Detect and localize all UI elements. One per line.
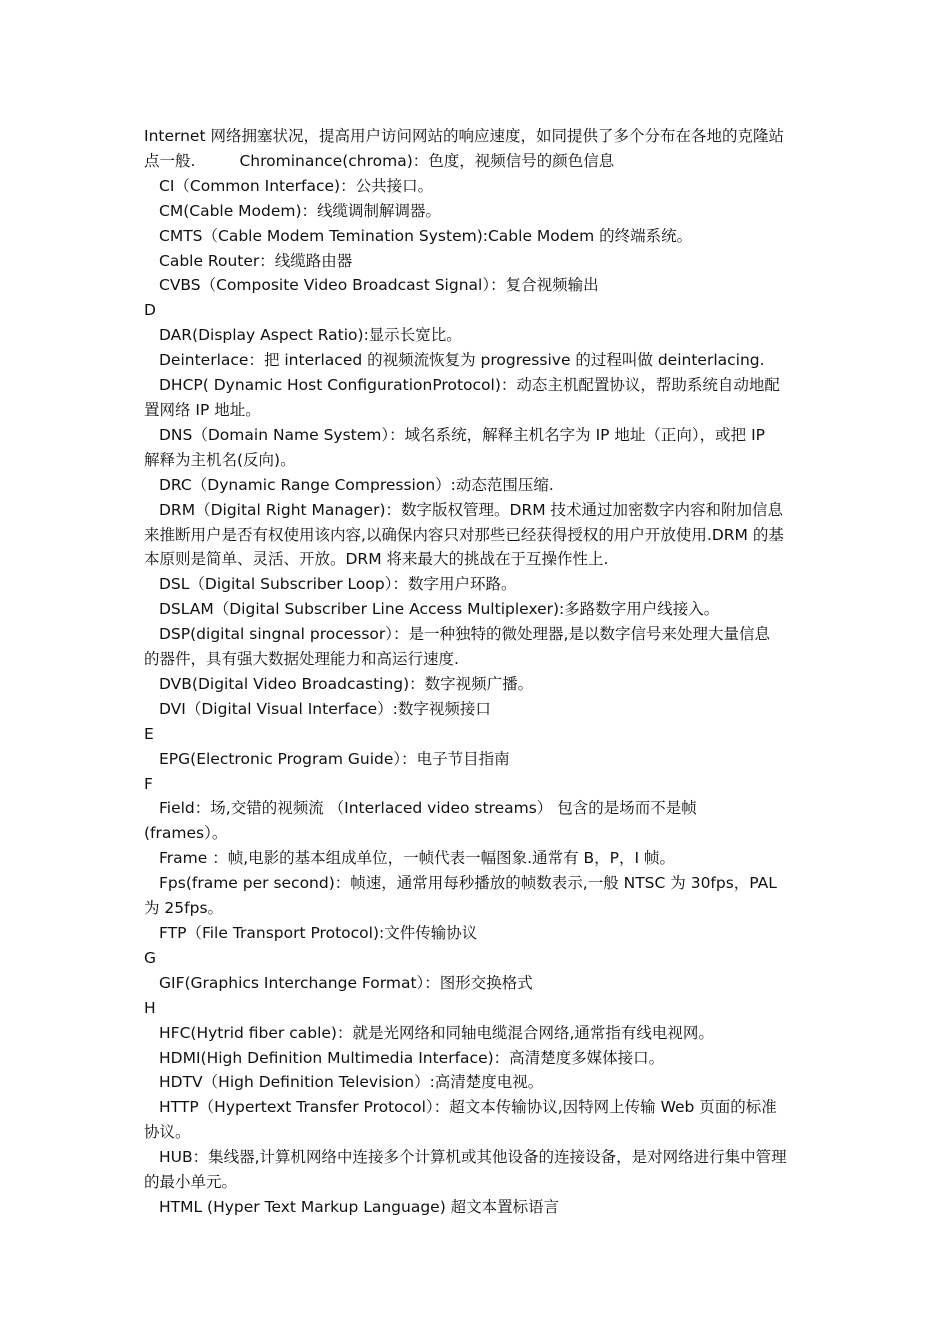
text-line — [144, 473, 806, 498]
text-line — [144, 672, 806, 697]
line-text: DSL（Digital Subscriber Loop）：数字用户环路。 — [159, 575, 517, 594]
text-line — [144, 348, 806, 373]
text-line — [144, 622, 806, 647]
line-text: HDTV（High Definition Television）:高清楚度电视。 — [159, 1073, 544, 1092]
line-text: FTP（File Transport Protocol):文件传输协议 — [159, 924, 478, 942]
text-line — [144, 1095, 806, 1120]
text-line — [144, 647, 806, 672]
text-line — [144, 796, 806, 821]
text-line — [144, 174, 806, 199]
line-text: DSP(digital singnal processor）：是一种独特的微处理器,是以数字信号来处理大量信息 — [159, 625, 770, 644]
line-text: 的最小单元。 — [144, 1173, 238, 1192]
text-line — [144, 523, 806, 548]
line-text: GIF(Graphics Interchange Format）：图形交换格式 — [159, 973, 533, 992]
line-text: Field：场,交错的视频流 （Interlaced video streams） 包含的是场而不是帧 — [159, 799, 697, 818]
text-line — [144, 1195, 806, 1220]
line-text: HUB：集线器,计算机网络中连接多个计算机或其他设备的连接设备，是对网络进行集中管理 — [159, 1148, 787, 1167]
text-line — [144, 772, 806, 797]
line-text: 为 25fps。 — [144, 899, 224, 918]
text-line — [144, 747, 806, 772]
line-text: EPG(Electronic Program Guide）：电子节目指南 — [159, 749, 510, 768]
line-text: Cable Router：线缆路由器 — [159, 251, 353, 270]
text-line — [144, 846, 806, 871]
line-text: Internet 网络拥塞状况，提高用户访问网站的响应速度，如同提供了多个分布在各地的克隆站 — [144, 127, 784, 145]
text-line — [144, 124, 806, 149]
text-line — [144, 1120, 806, 1145]
line-text: DVB(Digital Video Broadcasting)：数字视频广播。 — [159, 674, 534, 693]
text-line — [144, 1021, 806, 1046]
text-line — [144, 1070, 806, 1095]
line-text: (frames）。 — [144, 824, 228, 843]
text-line — [144, 597, 806, 622]
line-text: CI（Common Interface)：公共接口。 — [159, 176, 434, 195]
line-text: 本原则是简单、灵活、开放。DRM 将来最大的挑战在于互操作性上. — [144, 550, 609, 569]
line-text: E — [144, 724, 154, 743]
text-line — [144, 373, 806, 398]
line-text: Deinterlace：把 interlaced 的视频流恢复为 progressive 的过程叫做 deinterlacing. — [159, 351, 765, 370]
text-line — [144, 323, 806, 348]
line-text: 的器件，具有强大数据处理能力和高运行速度. — [144, 650, 459, 669]
line-text: DHCP( Dynamic Host ConfigurationProtocol)：动态主机配置协议，帮助系统自动地配 — [159, 376, 780, 395]
line-text: CMTS（Cable Modem Temination System):Cable Modem 的终端系统。 — [159, 226, 693, 245]
line-text: Frame ：帧,电影的基本组成单位，一帧代表一幅图象.通常有 B，P，I 帧。 — [159, 849, 675, 868]
text-line — [144, 398, 806, 423]
line-text: 协议。 — [144, 1123, 191, 1142]
text-line — [144, 273, 806, 298]
text-line — [144, 547, 806, 572]
text-line — [144, 249, 806, 274]
line-text: DSLAM（Digital Subscriber Line Access Multiplexer):多路数字用户线接入。 — [159, 600, 720, 619]
line-text: HTML (Hyper Text Markup Language) 超文本置标语言 — [159, 1197, 560, 1216]
line-text: G — [144, 948, 157, 967]
text-line — [144, 896, 806, 921]
text-line — [144, 224, 806, 249]
line-text: HDMI(High Definition Multimedia Interface)：高清楚度多媒体接口。 — [159, 1048, 665, 1067]
text-line — [144, 871, 806, 896]
text-line — [144, 697, 806, 722]
line-text: 点一般. — [144, 151, 196, 170]
line-text: 来推断用户是否有权使用该内容,以确保内容只对那些已经获得授权的用户开放使用.DRM 的基 — [144, 525, 784, 544]
text-line — [144, 971, 806, 996]
text-line — [144, 1145, 806, 1170]
line-text: HTTP（Hypertext Transfer Protocol）：超文本传输协议,因特网上传输 Web 页面的标准 — [159, 1098, 777, 1117]
line-text: DRC（Dynamic Range Compression）:动态范围压缩. — [159, 475, 554, 494]
text-line — [144, 1170, 806, 1195]
line-text: Fps(frame per second)：帧速，通常用每秒播放的帧数表示,一般 NTSC 为 30fps，PAL — [159, 874, 777, 893]
text-line — [144, 498, 806, 523]
text-line — [144, 298, 806, 323]
line-text: D — [144, 301, 156, 320]
text-line — [144, 448, 806, 473]
line-text: HFC(Hytrid fiber cable)：就是光网络和同轴电缆混合网络,通常指有线电视网。 — [159, 1023, 714, 1042]
line-text: DVI（Digital Visual Interface）:数字视频接口 — [159, 699, 491, 718]
text-line — [144, 423, 806, 448]
line-text: F — [144, 774, 153, 793]
text-line — [144, 946, 806, 971]
text-line — [144, 996, 806, 1021]
text-line — [144, 821, 806, 846]
line-text: 解释为主机名(反向)。 — [144, 450, 296, 469]
line-text: 置网络 IP 地址。 — [144, 400, 261, 419]
line-text: DRM（Digital Right Manager)：数字版权管理。DRM 技术通过加密数字内容和附加信息 — [159, 500, 784, 519]
text-line — [144, 1046, 806, 1071]
text-line — [144, 722, 806, 747]
text-line — [144, 572, 806, 597]
text-line — [144, 149, 806, 174]
line-text: DAR(Display Aspect Ratio):显示长宽比。 — [159, 326, 462, 345]
text-line — [144, 921, 806, 946]
line-text: CM(Cable Modem)：线缆调制解调器。 — [159, 201, 442, 220]
line-text: H — [144, 998, 156, 1017]
text-line — [144, 199, 806, 224]
line-text: DNS（Domain Name System）：域名系统，解释主机名字为 IP 地址（正向），或把 IP — [159, 425, 766, 444]
line-text-continued: Chrominance(chroma)：色度，视频信号的颜色信息 — [239, 151, 615, 170]
line-text: CVBS（Composite Video Broadcast Signal）：复合视频输出 — [159, 276, 599, 295]
